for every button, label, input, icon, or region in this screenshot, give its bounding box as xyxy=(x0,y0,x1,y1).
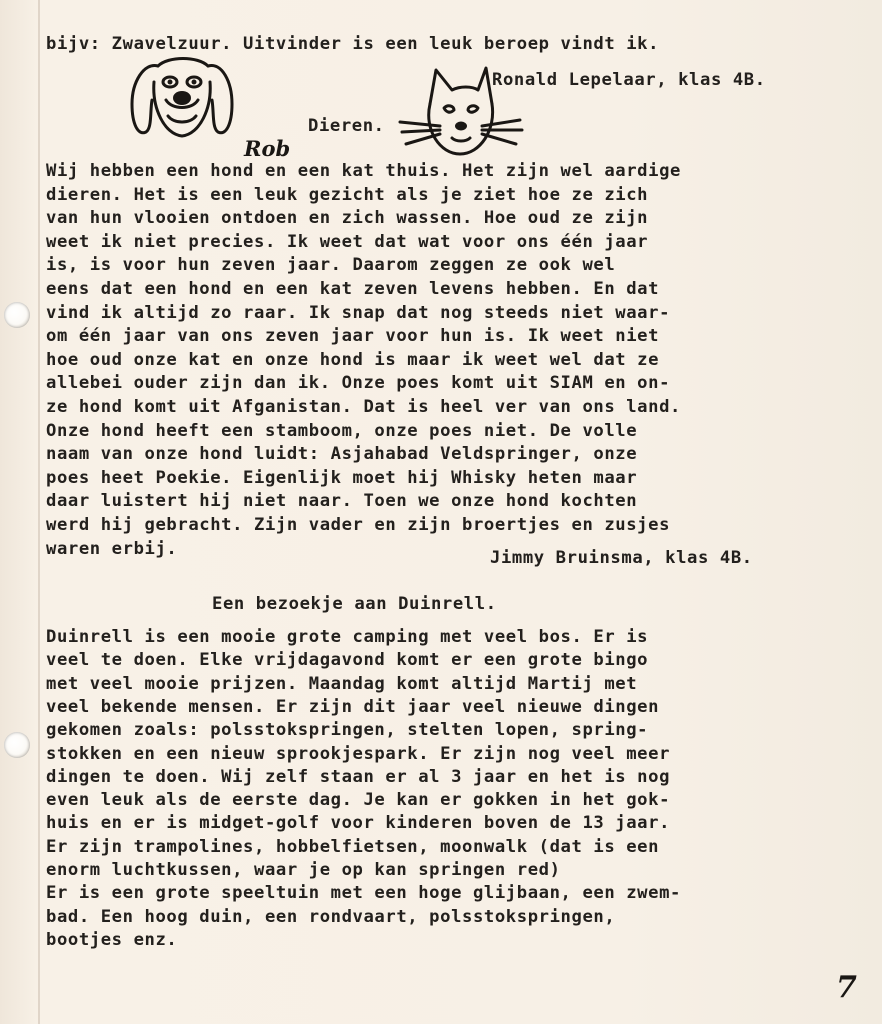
text-line: enorm luchtkussen, waar je op kan springen red) xyxy=(46,860,561,880)
signature-ronald: Ronald Lepelaar, klas 4B. xyxy=(492,70,766,90)
section-title-duinrell: Een bezoekje aan Duinrell. xyxy=(212,594,497,614)
text-line: allebei ouder zijn dan ik. Onze poes komt uit SIAM en on- xyxy=(46,373,671,394)
page-number: 7 xyxy=(836,970,857,1005)
signature-jimmy: Jimmy Bruinsma, klas 4B. xyxy=(490,548,753,568)
text-line: Er zijn trampolines, hobbelfietsen, moonwalk (dat is een xyxy=(46,836,660,857)
text-line: Onze hond heeft een stamboom, onze poes niet. De volle xyxy=(46,420,638,441)
top-line: bijv: Zwavelzuur. Uitvinder is een leuk beroep vindt ik. xyxy=(46,34,660,54)
text-line: bootjes enz. xyxy=(46,929,178,950)
text-line: eens dat een hond en een kat zeven levens hebben. En dat xyxy=(46,279,660,299)
text-line: Duinrell is een mooie grote camping met veel bos. Er is xyxy=(46,627,649,647)
text-line: gekomen zoals: polsstokspringen, stelten lopen, spring- xyxy=(46,720,649,741)
text-line: werd hij gebracht. Zijn vader en zijn broertjes en zusjes xyxy=(46,515,671,535)
text-line: om één jaar van ons zeven jaar voor hun is. Ik weet niet xyxy=(46,326,660,347)
text-line: stokken en een nieuw sprookjespark. Er zijn nog veel meer xyxy=(46,743,671,764)
punch-hole-top xyxy=(4,302,30,328)
text-line: met veel mooie prijzen. Maandag komt altijd Martij met xyxy=(46,673,638,694)
text-line: vind ik altijd zo raar. Ik snap dat nog steeds niet waar- xyxy=(46,302,671,323)
page-margin-edge xyxy=(38,0,40,1024)
text-line: van hun vlooien ontdoen en zich wassen. Hoe oud ze zijn xyxy=(46,208,649,229)
text-line: Wij hebben een hond en een kat thuis. Het zijn wel aardige xyxy=(46,161,681,181)
text-line: daar luistert hij niet naar. Toen we onze hond kochten xyxy=(46,491,638,512)
text-line: dingen te doen. Wij zelf staan er al 3 jaar en het is nog xyxy=(46,766,671,787)
text-line: veel te doen. Elke vrijdagavond komt er een grote bingo xyxy=(46,650,649,671)
punch-hole-bottom xyxy=(4,732,30,758)
text-line: naam van onze hond luidt: Asjahabad Veldspringer, onze xyxy=(46,444,638,465)
dog-drawing-icon xyxy=(128,52,236,146)
text-line: weet ik niet precies. Ik weet dat wat voor ons één jaar xyxy=(46,231,649,252)
drawing-label: Rob xyxy=(244,136,291,161)
text-line: dieren. Het is een leuk gezicht als je ziet hoe ze zich xyxy=(46,184,649,205)
cat-drawing-icon xyxy=(400,66,524,162)
text-line: huis en er is midget-golf voor kinderen boven de 13 jaar. xyxy=(46,813,671,834)
section-title-dieren: Dieren. xyxy=(308,116,385,136)
text-line: waren erbij. xyxy=(46,538,178,559)
text-line: hoe oud onze kat en onze hond is maar ik weet wel dat ze xyxy=(46,349,660,370)
text-line: even leuk als de eerste dag. Je kan er gokken in het gok- xyxy=(46,790,671,811)
text-line: is, is voor hun zeven jaar. Daarom zeggen ze ook wel xyxy=(46,255,616,276)
text-line: Er is een grote speeltuin met een hoge glijbaan, een zwem- xyxy=(46,883,681,904)
text-line: poes heet Poekie. Eigenlijk moet hij Whisky heten maar xyxy=(46,467,638,488)
text-line: bad. Een hoog duin, een rondvaart, polsstokspringen, xyxy=(46,906,616,927)
text-line: ze hond komt uit Afganistan. Dat is heel ver van ons land. xyxy=(46,397,681,417)
text-line: veel bekende mensen. Er zijn dit jaar veel nieuwe dingen xyxy=(46,696,660,717)
